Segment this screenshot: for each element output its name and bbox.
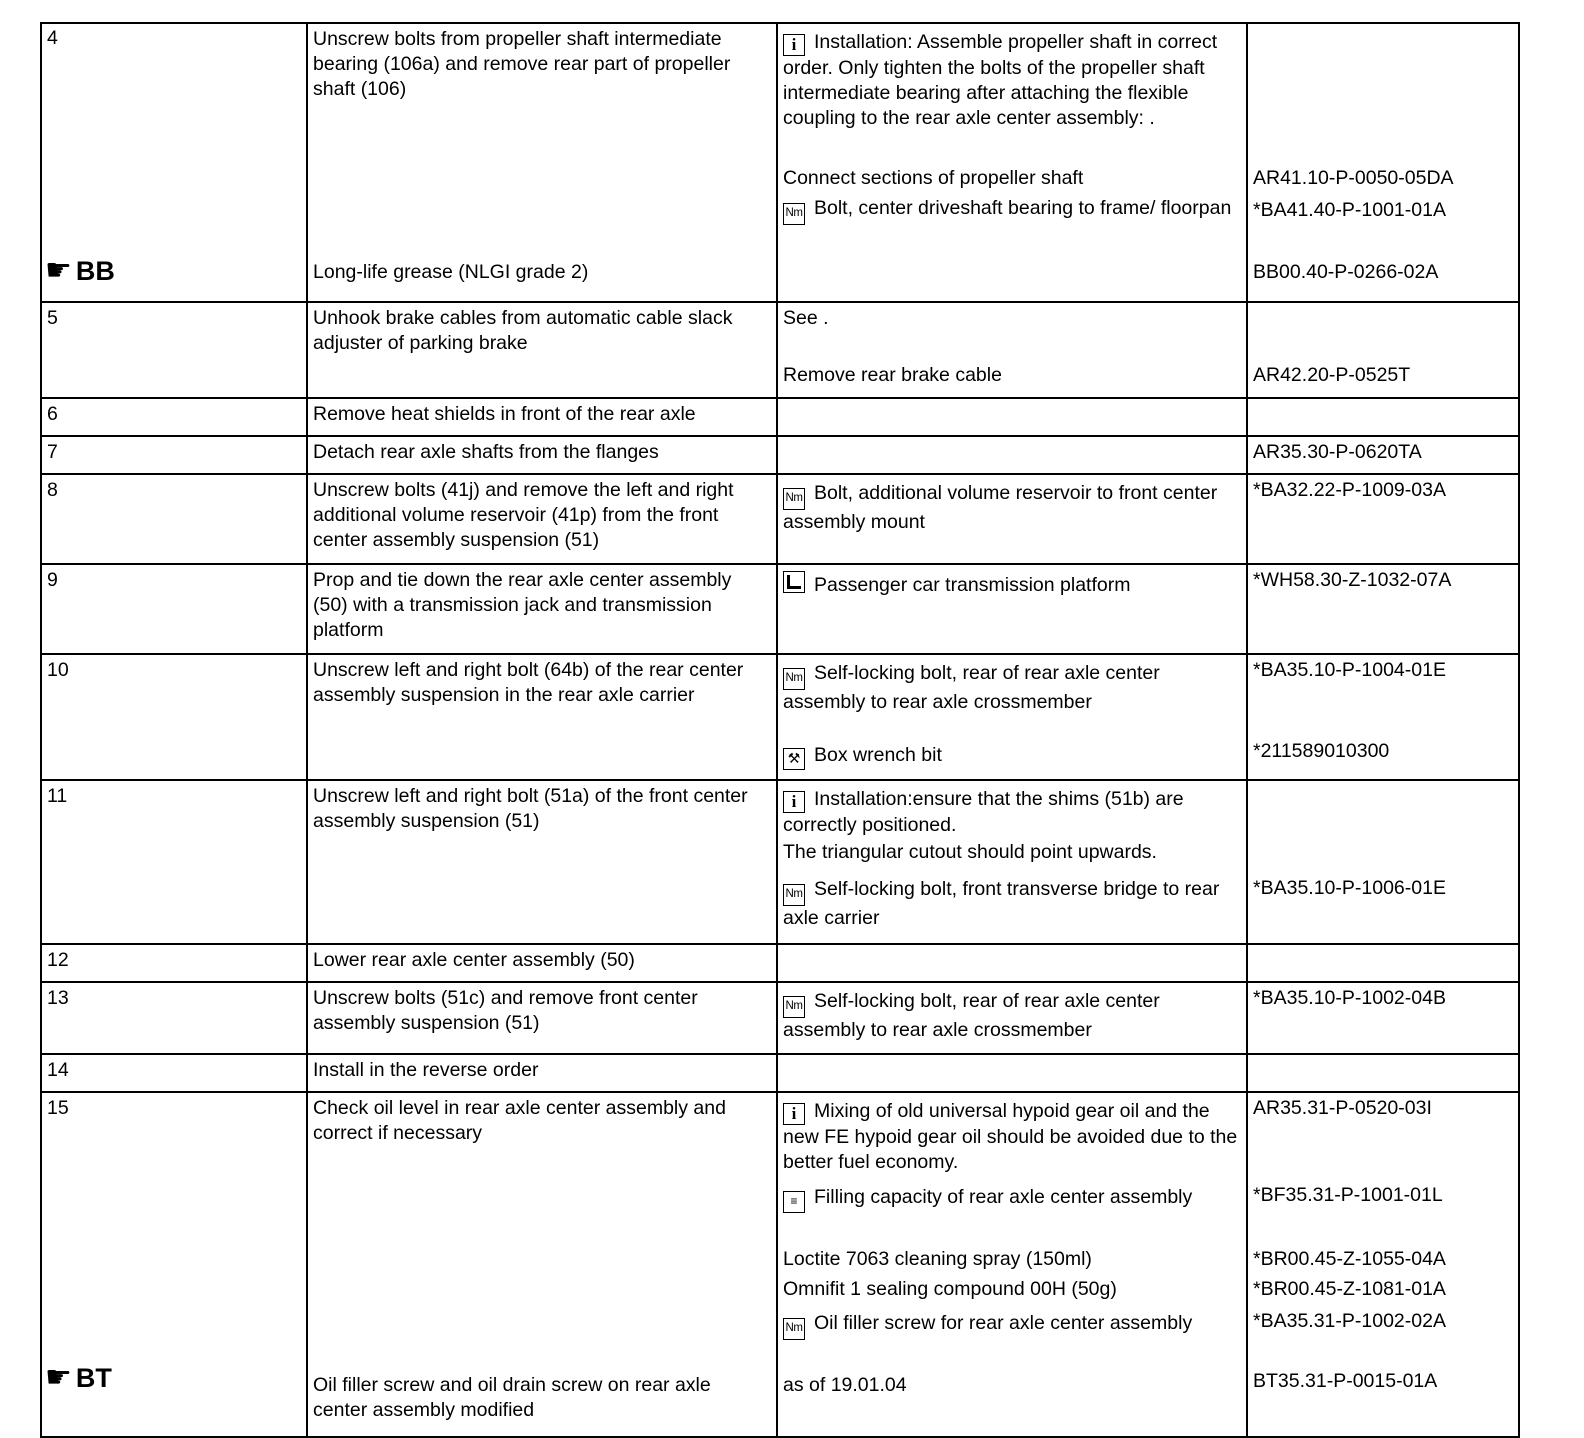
action-text: Unscrew bolts (51c) and remove front center assembly suspension (51) (313, 987, 698, 1034)
step-number: 8 (47, 479, 58, 501)
step-cell (41, 1054, 307, 1092)
reference-cell (1247, 1092, 1519, 1437)
reference-cell (1247, 982, 1519, 1054)
action-text: Install in the reverse order (313, 1059, 539, 1081)
reference-cell (1247, 564, 1519, 654)
note-cell (777, 398, 1247, 436)
action-cell (307, 398, 777, 436)
action-cell (307, 474, 777, 564)
note-item: Passenger car transmission platform (783, 571, 1238, 598)
document-reference[interactable]: *BA41.40-P-1001-01A (1253, 199, 1446, 221)
note-cell (777, 780, 1247, 944)
torque-nm-icon: Nm (783, 488, 805, 510)
document-reference[interactable]: *BA35.10-P-1004-01E (1253, 659, 1446, 681)
step-cell (41, 944, 307, 982)
note-item: ⚒ Box wrench bit (783, 743, 1238, 770)
note-item: Nm Self-locking bolt, rear of rear axle center assembly to rear axle crossmember (783, 662, 1160, 713)
table-row (41, 982, 1519, 1054)
action-cell (307, 780, 777, 944)
table-row (41, 474, 1519, 564)
note-cell (777, 982, 1247, 1054)
step-cell (41, 982, 307, 1054)
action-cell (307, 654, 777, 780)
pointing-hand-icon: ☛ (45, 1361, 72, 1394)
note-item: Nm Bolt, additional volume reservoir to front center assembly mount (783, 482, 1218, 533)
note-item: i Installation:ensure that the shims (51b) are correctly positioned. (783, 788, 1184, 836)
step-number: 7 (47, 441, 58, 463)
note-cell (777, 654, 1247, 780)
action-cell (307, 1092, 777, 1437)
reference-cell (1247, 436, 1519, 474)
filling-capacity-icon: ≡ (783, 1191, 805, 1213)
document-reference[interactable]: AR41.10-P-0050-05DA (1253, 167, 1454, 189)
step-number: 9 (47, 569, 58, 591)
action-text: Remove heat shields in front of the rear axle (313, 403, 696, 425)
step-number: 11 (47, 785, 68, 807)
document-reference[interactable]: AR42.20-P-0525T (1253, 364, 1411, 386)
transmission-platform-icon (783, 571, 805, 593)
document-reference[interactable]: *211589010300 (1253, 740, 1390, 762)
step-cell (41, 436, 307, 474)
special-tool-icon: ⚒ (783, 748, 805, 770)
step-number: 5 (47, 307, 58, 329)
action-text: Prop and tie down the rear axle center assembly (50) with a transmission jack and transmission platform (313, 569, 732, 641)
note-cell (777, 23, 1247, 302)
note-cell (777, 944, 1247, 982)
step-cell (41, 398, 307, 436)
step-number: 15 (47, 1097, 69, 1119)
table-row (41, 564, 1519, 654)
step-number: 13 (47, 987, 69, 1009)
document-reference[interactable]: *BA32.22-P-1009-03A (1253, 479, 1446, 501)
note-item: Nm Self-locking bolt, front transverse bridge to rear axle carrier (783, 878, 1220, 929)
action-text-secondary: Long-life grease (NLGI grade 2) (313, 261, 589, 283)
torque-nm-icon: Nm (783, 203, 805, 225)
table-row (41, 780, 1519, 944)
document-reference[interactable]: *BF35.31-P-1001-01L (1253, 1184, 1443, 1206)
note-cell (777, 1092, 1247, 1437)
action-text-secondary: Oil filler screw and oil drain screw on rear axle center assembly modified (313, 1374, 711, 1421)
reference-cell (1247, 302, 1519, 398)
step-cell (41, 23, 307, 302)
note-item: i Installation: Assemble propeller shaft in correct order. Only tighten the bolts of the propeller shaft intermediate bearing after attaching the flexible coupling to the rear axle center assembly: . (783, 31, 1218, 129)
table-row (41, 302, 1519, 398)
note-item: Omnifit 1 sealing compound 00H (50g) (783, 1278, 1117, 1300)
note-item: Connect sections of propeller shaft (783, 167, 1084, 189)
note-item: Nm Self-locking bolt, rear of rear axle center assembly to rear axle crossmember (783, 990, 1160, 1041)
document-reference[interactable]: *BA35.10-P-1006-01E (1253, 877, 1446, 899)
step-number: 6 (47, 403, 58, 425)
note-cell (777, 302, 1247, 398)
pointing-hand-icon: ☛ (45, 254, 72, 287)
torque-nm-icon: Nm (783, 668, 805, 690)
note-item: Nm Bolt, center driveshaft bearing to frame/ floorpan (783, 196, 1238, 225)
info-icon: i (783, 1103, 805, 1125)
document-reference[interactable]: BB00.40-P-0266-02A (1253, 261, 1439, 283)
pointer-note-bb (45, 256, 115, 286)
note-item: See . (783, 307, 829, 329)
note-item: Nm Oil filler screw for rear axle center assembly (783, 1311, 1238, 1340)
reference-cell (1247, 398, 1519, 436)
reference-cell (1247, 780, 1519, 944)
action-text: Unscrew bolts from propeller shaft intermediate bearing (106a) and remove rear part of propeller shaft (106) (313, 28, 731, 100)
note-item: Loctite 7063 cleaning spray (150ml) (783, 1248, 1092, 1270)
torque-nm-icon: Nm (783, 996, 805, 1018)
reference-cell (1247, 474, 1519, 564)
reference-cell (1247, 944, 1519, 982)
action-cell (307, 982, 777, 1054)
document-reference[interactable]: AR35.30-P-0620TA (1253, 441, 1422, 463)
info-icon: i (783, 791, 805, 813)
action-text: Unscrew left and right bolt (64b) of the rear center assembly suspension in the rear axle carrier (313, 659, 744, 706)
torque-nm-icon: Nm (783, 884, 805, 906)
document-reference[interactable]: *BA35.10-P-1002-04B (1253, 987, 1446, 1009)
note-item: as of 19.01.04 (783, 1374, 907, 1396)
document-reference[interactable]: *BR00.45-Z-1055-04A (1253, 1248, 1446, 1270)
action-cell (307, 1054, 777, 1092)
action-cell (307, 302, 777, 398)
note-cell (777, 1054, 1247, 1092)
action-cell (307, 23, 777, 302)
document-reference[interactable]: *BA35.31-P-1002-02A (1253, 1310, 1446, 1332)
note-item: i Mixing of old universal hypoid gear oil and the new FE hypoid gear oil should be avoided due to the better fuel economy. (783, 1100, 1238, 1173)
action-text: Lower rear axle center assembly (50) (313, 949, 635, 971)
step-number: 12 (47, 949, 69, 971)
action-text: Unscrew left and right bolt (51a) of the front center assembly suspension (51) (313, 785, 748, 832)
action-text: Check oil level in rear axle center assembly and correct if necessary (313, 1097, 726, 1144)
reference-cell (1247, 23, 1519, 302)
document-reference[interactable]: AR35.31-P-0520-03I (1253, 1097, 1432, 1119)
torque-nm-icon: Nm (783, 1318, 805, 1340)
step-number: 14 (47, 1059, 69, 1081)
document-reference[interactable]: *WH58.30-Z-1032-07A (1253, 569, 1452, 591)
document-reference[interactable]: *BR00.45-Z-1081-01A (1253, 1278, 1446, 1300)
step-cell (41, 564, 307, 654)
procedure-table (40, 22, 1520, 1438)
table-row (41, 654, 1519, 780)
reference-cell (1247, 654, 1519, 780)
table-row (41, 23, 1519, 302)
reference-cell (1247, 1054, 1519, 1092)
pointer-note-bt (45, 1363, 112, 1393)
table-row (41, 944, 1519, 982)
table-row (41, 1054, 1519, 1092)
table-row (41, 1092, 1519, 1437)
step-cell (41, 1092, 307, 1437)
action-cell (307, 436, 777, 474)
step-number: 4 (47, 27, 58, 49)
action-text: Detach rear axle shafts from the flanges (313, 441, 659, 463)
action-cell (307, 564, 777, 654)
pointer-label: BB (75, 256, 115, 286)
note-cell (777, 564, 1247, 654)
step-cell (41, 474, 307, 564)
step-cell (41, 654, 307, 780)
table-row (41, 436, 1519, 474)
action-text: Unscrew bolts (41j) and remove the left and right additional volume reservoir (41p) from the front center assembly suspension (51) (313, 479, 734, 551)
info-icon: i (783, 34, 805, 56)
step-cell (41, 302, 307, 398)
note-item: The triangular cutout should point upwards. (783, 841, 1157, 863)
note-item: ≡ Filling capacity of rear axle center assembly (783, 1185, 1238, 1213)
note-cell (777, 436, 1247, 474)
step-cell (41, 780, 307, 944)
note-cell (777, 474, 1247, 564)
table-row (41, 398, 1519, 436)
pointer-label: BT (75, 1363, 112, 1393)
action-text: Unhook brake cables from automatic cable slack adjuster of parking brake (313, 307, 733, 354)
document-reference[interactable]: BT35.31-P-0015-01A (1253, 1370, 1438, 1392)
step-number: 10 (47, 659, 69, 681)
action-cell (307, 944, 777, 982)
note-item: Remove rear brake cable (783, 364, 1002, 386)
